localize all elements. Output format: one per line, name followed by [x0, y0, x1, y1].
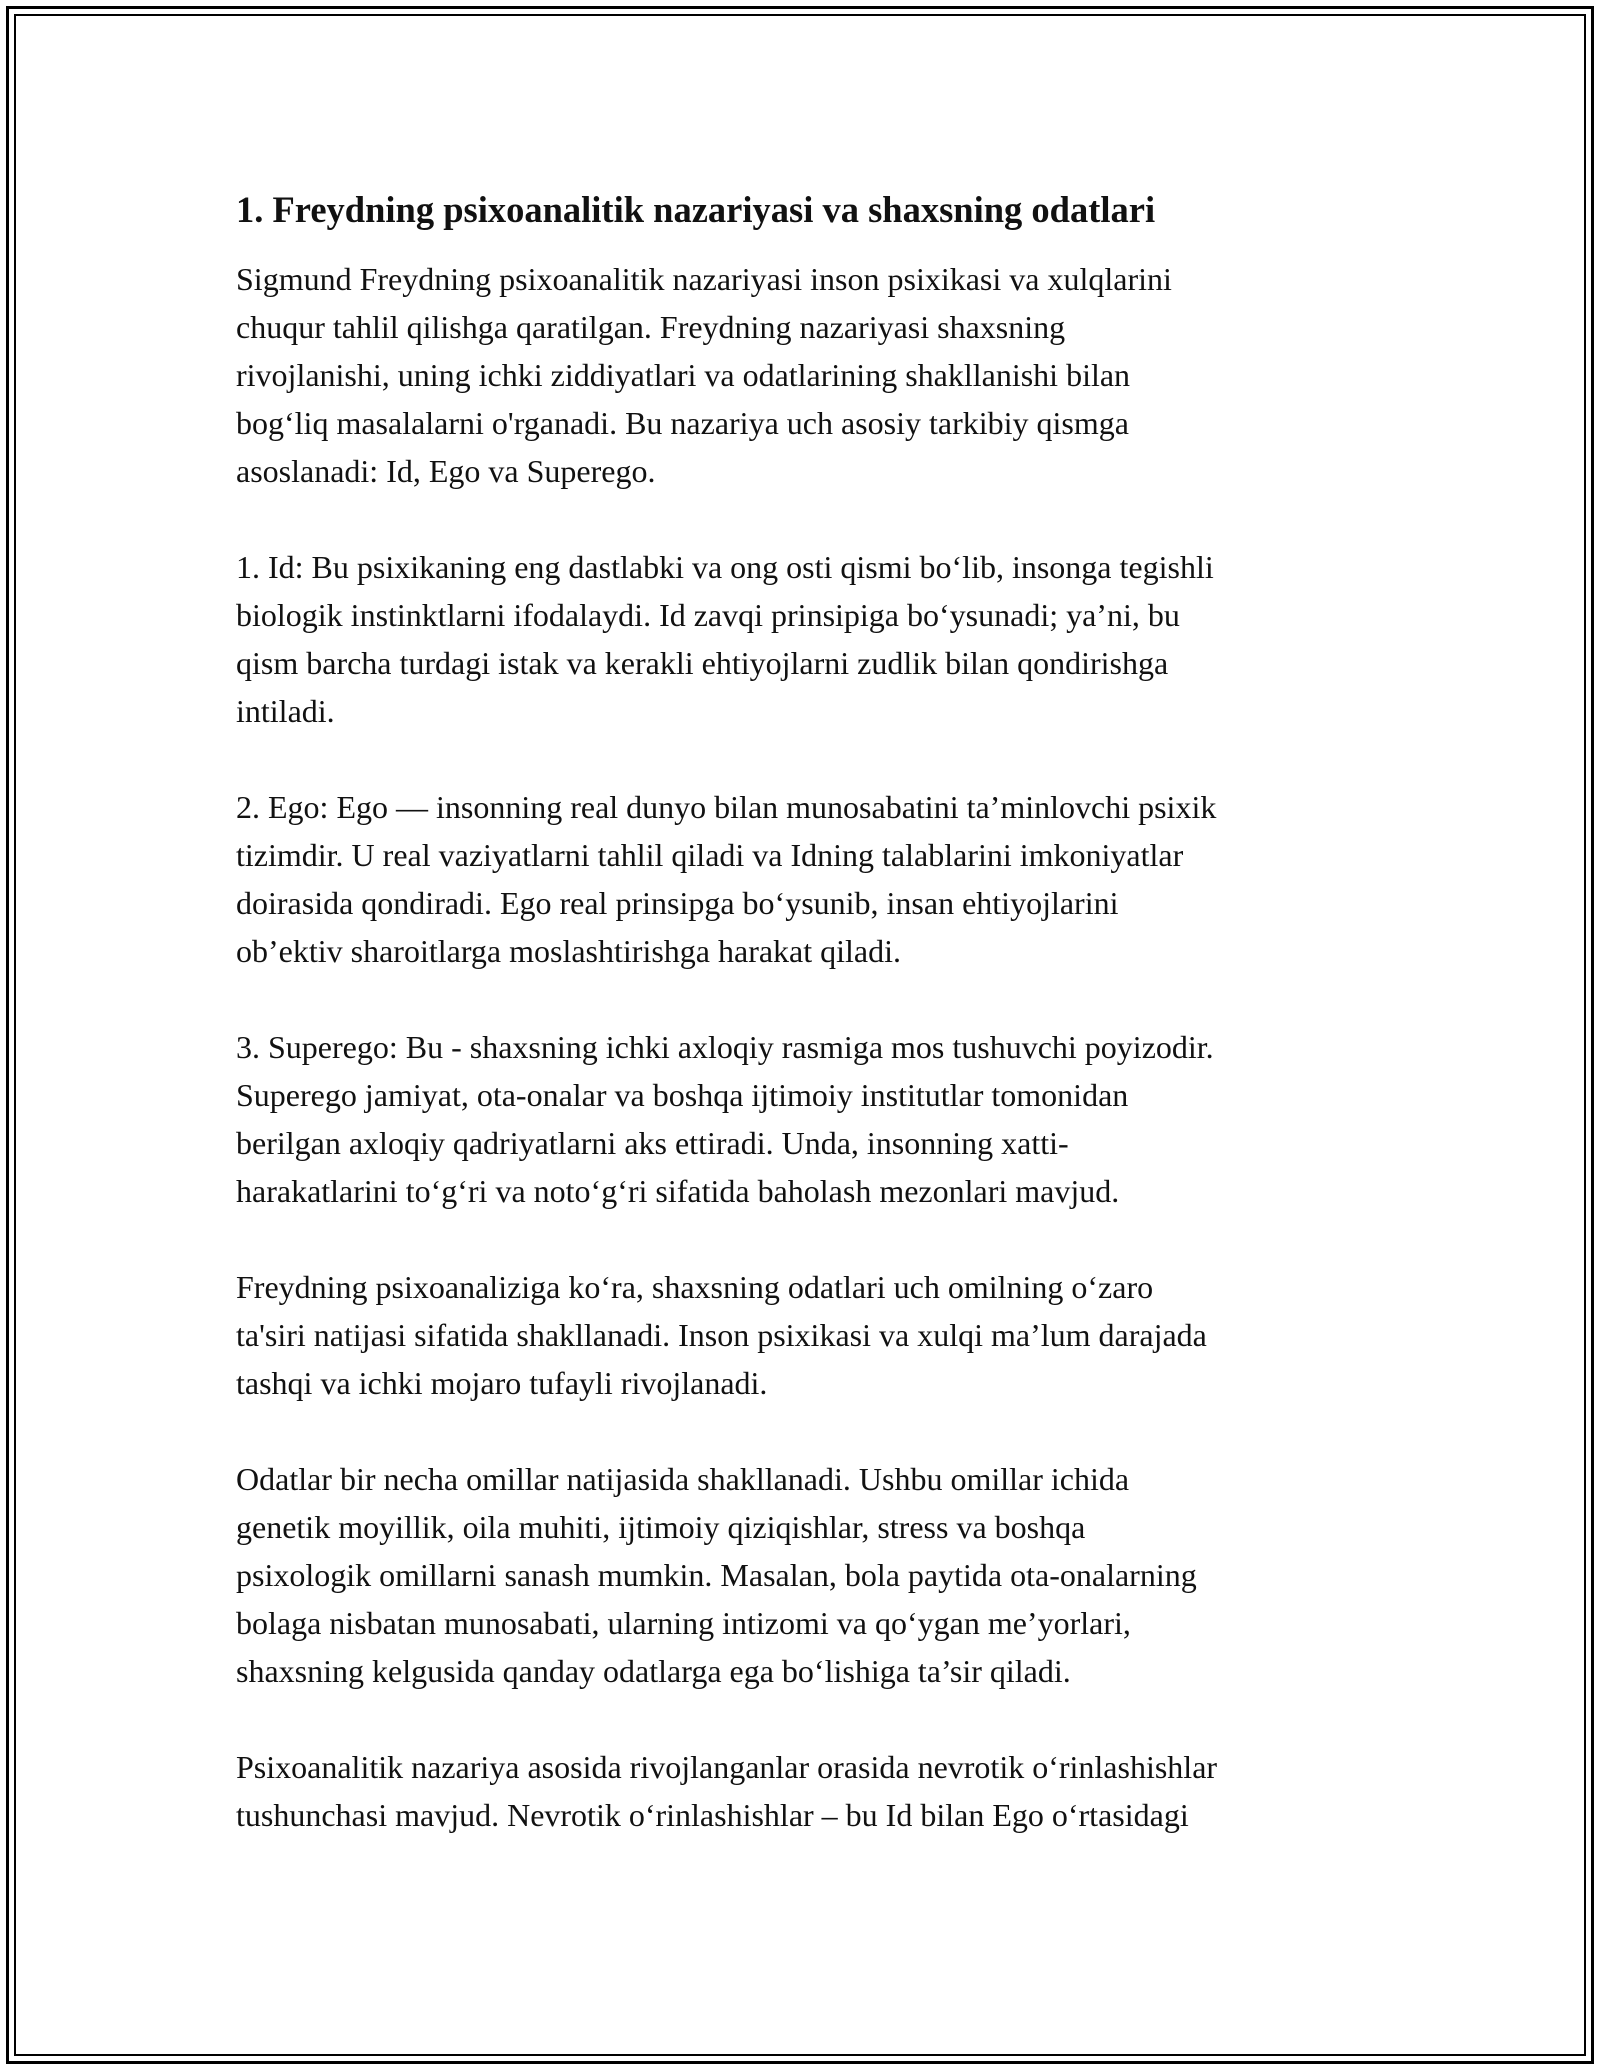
paragraph-line: intiladi.: [236, 693, 335, 729]
paragraph-line: tizimdir. U real vaziyatlarni tahlil qiladi va Idning talablarini imkoniyatlar: [236, 837, 1184, 873]
paragraph-intro: [236, 255, 1366, 495]
paragraph-line: biologik instinktlarni ifodalaydi. Id zavqi prinsipiga bo‘ysunadi; ya’ni, bu: [236, 597, 1180, 633]
paragraph-line: 3. Superego: Bu - shaxsning ichki axloqiy rasmiga mos tushuvchi poyizodir.: [236, 1029, 1214, 1065]
paragraph-habit-factors: [236, 1455, 1366, 1695]
paragraph-neurotic: [236, 1743, 1366, 1839]
paragraph-line: shaxsning kelgusida qanday odatlarga ega bo‘lishiga ta’sir qiladi.: [236, 1653, 1071, 1689]
paragraph-line: 2. Ego: Ego — insonning real dunyo bilan munosabatini ta’minlovchi psixik: [236, 789, 1217, 825]
paragraph-line: ta'siri natijasi sifatida shakllanadi. Inson psixikasi va xulqi ma’lum darajada: [236, 1317, 1207, 1353]
paragraph-line: berilgan axloqiy qadriyatlarni aks ettiradi. Unda, insonning xatti-: [236, 1125, 1069, 1161]
paragraph-ego: [236, 783, 1366, 975]
paragraph-line: Freydning psixoanaliziga ko‘ra, shaxsning odatlari uch omilning o‘zaro: [236, 1269, 1154, 1305]
paragraph-line: bolaga nisbatan munosabati, ularning intizomi va qo‘ygan me’yorlari,: [236, 1605, 1131, 1641]
paragraph-line: bog‘liq masalalarni o'rganadi. Bu nazariya uch asosiy tarkibiy qismga: [236, 405, 1129, 441]
document-title: 1. Freydning psixoanalitik nazariyasi va shaxsning odatlari: [236, 189, 1156, 230]
paragraph-line: psixologik omillarni sanash mumkin. Masalan, bola paytida ota-onalarning: [236, 1557, 1197, 1593]
paragraph-line: chuqur tahlil qilishga qaratilgan. Freydning nazariyasi shaxsning: [236, 309, 1066, 345]
paragraph-line: asoslanadi: Id, Ego va Superego.: [236, 453, 656, 489]
document-body: [236, 186, 1366, 1887]
paragraph-line: doirasida qondiradi. Ego real prinsipga bo‘ysunib, insan ehtiyojlarini: [236, 885, 1119, 921]
paragraph-habits-formation: [236, 1263, 1366, 1407]
paragraph-line: genetik moyillik, oila muhiti, ijtimoiy qiziqishlar, stress va boshqa: [236, 1509, 1086, 1545]
paragraph-line: harakatlarini to‘g‘ri va noto‘g‘ri sifatida baholash mezonlari mavjud.: [236, 1173, 1120, 1209]
paragraph-line: Superego jamiyat, ota-onalar va boshqa ijtimoiy institutlar tomonidan: [236, 1077, 1129, 1113]
paragraph-line: 1. Id: Bu psixikaning eng dastlabki va ong osti qismi bo‘lib, insonga tegishli: [236, 549, 1214, 585]
paragraph-line: tashqi va ichki mojaro tufayli rivojlanadi.: [236, 1365, 768, 1401]
paragraph-line: Sigmund Freydning psixoanalitik nazariyasi inson psixikasi va xulqlarini: [236, 261, 1172, 297]
paragraph-line: rivojlanishi, uning ichki ziddiyatlari va odatlarining shakllanishi bilan: [236, 357, 1131, 393]
paragraph-superego: [236, 1023, 1366, 1215]
paragraph-line: Psixoanalitik nazariya asosida rivojlanganlar orasida nevrotik o‘rinlashishlar: [236, 1749, 1218, 1785]
paragraph-line: tushunchasi mavjud. Nevrotik o‘rinlashishlar – bu Id bilan Ego o‘rtasidagi: [236, 1797, 1189, 1833]
paragraph-id: [236, 543, 1366, 735]
paragraph-line: Odatlar bir necha omillar natijasida shakllanadi. Ushbu omillar ichida: [236, 1461, 1130, 1497]
paragraph-line: qism barcha turdagi istak va kerakli ehtiyojlarni zudlik bilan qondirishga: [236, 645, 1169, 681]
paragraph-line: ob’ektiv sharoitlarga moslashtirishga harakat qiladi.: [236, 933, 902, 969]
